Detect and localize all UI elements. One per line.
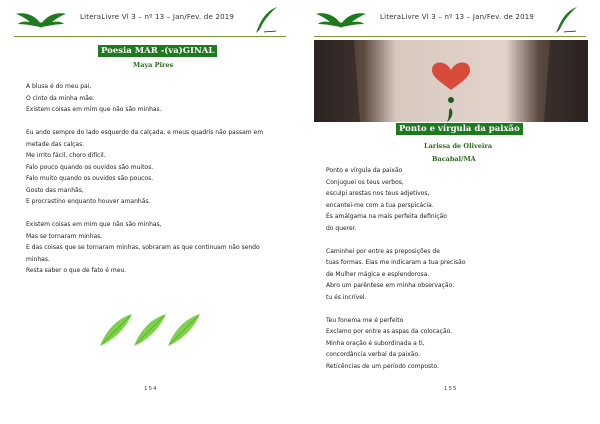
poem-line: E das coisas que se tornaram minhas, sobraram as que continuam não sendo <box>26 244 260 251</box>
poem-line: Conjuguei os teus verbos, <box>326 178 404 186</box>
poem-line: Ponto e vírgula da paixão <box>326 167 403 174</box>
poem-line: encantei-me com a tua perspicácia. <box>326 201 434 209</box>
quill-pen-icon <box>254 6 280 34</box>
poem-line: do querer. <box>326 224 357 232</box>
poem-line: Abro um parêntese em minha observação: <box>326 282 455 289</box>
right-page <box>300 0 600 424</box>
poem-line: O cinto da minha mãe. <box>26 94 95 102</box>
poem-line: Existem coisas em mim que não são minhas, <box>26 221 162 228</box>
journal-header-text: LiteraLivre Vl 3 – nº 13 – Jan/Fev. de 2019 <box>80 13 235 21</box>
poem-line: Reticências de um período composto. <box>326 362 439 370</box>
poem-location: Bacabal/MA <box>432 155 476 163</box>
poem-title: Poesia MAR -(va)GINAL <box>98 45 217 57</box>
poem-author: Maya Pires <box>133 61 174 69</box>
poem-line: Me irrito fácil, choro difícil. <box>26 152 106 159</box>
poem-line: És amálgama na mais perfeita definição <box>326 213 447 220</box>
poem-title: Ponto e vírgula da paixão <box>396 123 523 135</box>
poem-line: E procrastino enquanto houver amanhãs. <box>26 198 151 205</box>
poem-line: Existem coisas em mim que não são minhas. <box>26 106 162 113</box>
poem-line: Eu ando sempre do lado esquerdo da calçada, e meus quadris não passam em <box>26 129 264 136</box>
poem-line: tuas formas. Elas me indicaram a tua precisão <box>326 259 466 266</box>
page-header <box>0 8 300 30</box>
poem-line: A blusa é do meu pai, <box>26 83 92 90</box>
header-divider <box>314 36 586 37</box>
poem-line: Falo muito quando os ouvidos são poucos. <box>26 175 154 182</box>
poem-author: Larissa de Oliveira <box>424 142 493 150</box>
poem-line: Resta saber o que de fato é meu. <box>26 267 127 274</box>
page-header <box>300 8 600 30</box>
poem-line: metade das calças. <box>26 140 85 148</box>
leaves-ornament-icon <box>96 306 206 350</box>
poem-line: Minha oração é subordinada a ti, <box>326 339 425 347</box>
poem-line: Exclamo por entre as aspas da colocação. <box>326 328 453 335</box>
winged-logo-icon <box>316 10 366 32</box>
poem-line: Teu fonema me é perfeito <box>326 316 404 324</box>
page-number: 155 <box>444 386 458 392</box>
poem-line: minhas. <box>26 255 50 263</box>
poem-line: concordância verbal da paixão. <box>326 351 420 358</box>
quill-pen-icon <box>554 6 580 34</box>
page-number: 154 <box>144 386 158 392</box>
poem-line: de Mulher mágica e esplendorosa. <box>326 270 430 278</box>
winged-logo-icon <box>16 10 66 32</box>
journal-header-text: LiteraLivre Vl 3 – nº 13 – Jan/Fev. de 2019 <box>380 13 535 21</box>
poem-line: tu és incrível. <box>326 293 367 301</box>
poem-line: esculpi arestas nos teus adjetivos, <box>326 190 430 197</box>
poem-line: Mas se tornaram minhas. <box>26 232 103 240</box>
heart-semicolon-photo <box>314 40 588 122</box>
poem-line: Gosto das manhãs, <box>26 186 84 194</box>
tattoo-image-icon <box>314 40 588 122</box>
poem-body <box>326 165 466 372</box>
poem-body <box>26 81 263 277</box>
poem-line: Falo pouco quando os ouvidos são muitos. <box>26 163 154 171</box>
header-divider <box>14 36 286 37</box>
poem-line: Caminhei por entre as preposições de <box>326 247 440 255</box>
